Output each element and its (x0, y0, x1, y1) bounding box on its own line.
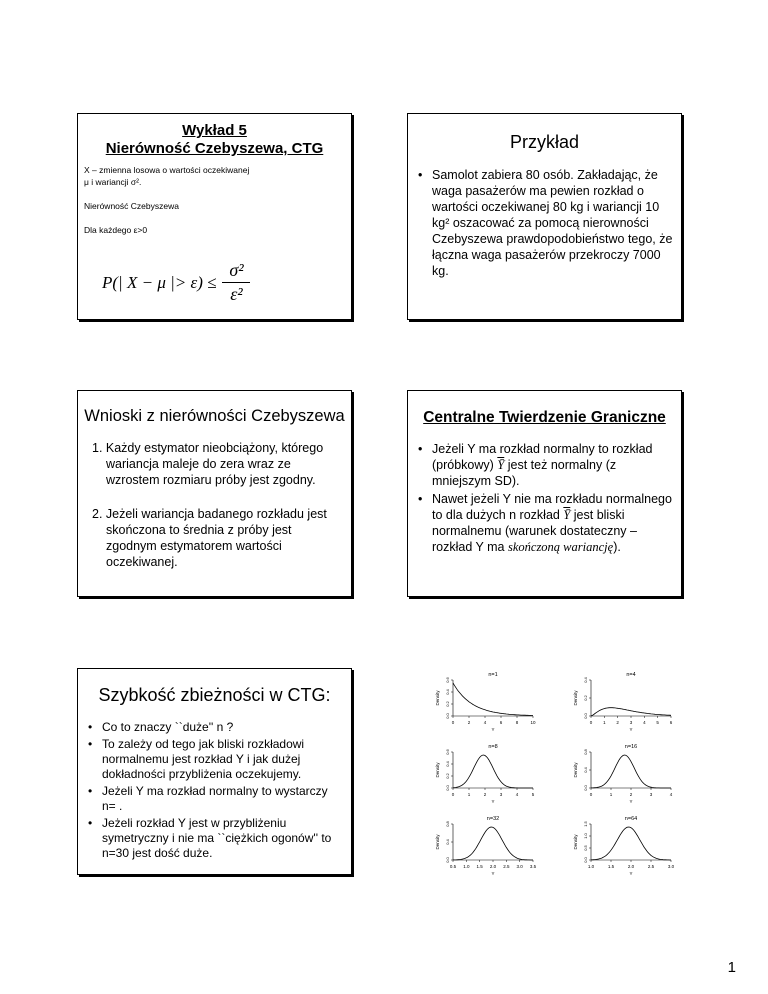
panel-title: n=8 (488, 744, 498, 750)
y-tick-label: 0.4 (583, 767, 588, 773)
y-tick-label: 1.0 (583, 833, 588, 839)
x-tick-label: 3 (499, 792, 503, 797)
x-tick-label: 2 (483, 792, 487, 797)
x-tick-label: 3 (649, 792, 653, 797)
panel-title: n=64 (624, 816, 638, 822)
slide-title: Wnioski z nierówności Czebyszewa (84, 407, 345, 425)
x-tick-label: 3.5 (529, 864, 537, 869)
x-tick-label: 0 (589, 792, 593, 797)
bullet-list (416, 167, 673, 279)
y-tick-label: 0.4 (445, 761, 450, 767)
density-curve (591, 755, 671, 788)
x-tick-label: 2.5 (647, 864, 655, 869)
y-axis-label: Density (573, 834, 578, 850)
text-span: ). (613, 540, 621, 554)
slide-title (78, 122, 351, 158)
x-tick-label: 5 (531, 792, 535, 797)
chebyshev-formula (102, 260, 250, 305)
density-curve (591, 708, 671, 716)
list-item: 1. Każdy estymator nieobciążony, którego wariancja maleje do zera wraz ze wzrostem rozmiaru próby jest zgodny. (92, 441, 324, 487)
y-tick-label: 0.4 (583, 677, 588, 683)
formula-numerator: σ² (229, 260, 244, 280)
list-item: • To zależy od tego jak bliski rozkładowi normalnemu jest rozkład Y i jak dużej dokładności przybliżenia oczekujemy. (86, 737, 343, 782)
y-tick-label: 0.2 (583, 695, 588, 701)
formula-lhs: P(| X − μ |> ε) ≤ (102, 272, 217, 292)
formula-fraction (222, 260, 250, 305)
x-tick-label: 6 (499, 720, 503, 725)
list-item: 2. Jeżeli wariancja badanego rozkładu jest skończona to średnia z próby jest zgodnym estymatorem wartości oczekiwanej. (92, 507, 327, 569)
y-axis-label: Density (573, 690, 578, 706)
chebyshev-subhead: Nierówność Czebyszewa (84, 201, 179, 211)
x-tick-label: 1 (467, 792, 471, 797)
slide-title: Centralne Twierdzenie Graniczne (423, 409, 666, 426)
x-tick-label: 2.0 (627, 864, 635, 869)
x-tick-label: 0 (589, 720, 593, 725)
x-tick-label: 4 (515, 792, 519, 797)
bullet-list (86, 720, 343, 861)
list-item: • Co to znaczy ``duże'' n ? (86, 720, 343, 735)
definition-text (84, 164, 351, 236)
y-tick-label: 0.6 (445, 749, 450, 755)
mean-symbol: $\overline{Ȳ}$ (563, 508, 571, 522)
y-axis-label: Density (435, 762, 440, 778)
y-tick-label: 0.0 (583, 857, 588, 863)
x-tick-label: 1.5 (607, 864, 615, 869)
y-tick-label: 0.2 (445, 773, 450, 779)
x-axis-label: Y (491, 799, 495, 804)
x-tick-label: 3.0 (516, 864, 523, 869)
y-tick-label: 0.8 (445, 821, 450, 827)
y-tick-label: 0.0 (445, 857, 450, 863)
panel-title: n=1 (488, 672, 498, 678)
y-tick-label: 0.0 (583, 785, 588, 791)
x-tick-label: 0 (451, 720, 455, 725)
y-tick-label: 0.8 (583, 749, 588, 755)
x-tick-label: 3 (629, 720, 633, 725)
fraction-bar (222, 282, 250, 283)
density-plots-figure (407, 668, 682, 875)
condition-text: Dla każdego ε>0 (84, 225, 148, 235)
page-number: 1 (727, 959, 736, 976)
slide-ctg (407, 390, 682, 597)
slide-wyklad (77, 113, 352, 320)
definition-line-1: X – zmienna losowa o wartości oczekiwanej (84, 165, 250, 175)
y-tick-label: 0.0 (445, 785, 450, 791)
slide-density-plots (407, 668, 682, 875)
list-item: • Jeżeli rozkład Y jest w przybliżeniu symetryczny i nie ma ``ciężkich ogonów'' to n=30 jest dość duże. (86, 816, 343, 861)
mean-symbol: $\overline{Ȳ}$ (497, 458, 505, 472)
slide-title: Przykład (509, 132, 580, 152)
title-line-1: Wykład 5 (182, 122, 247, 139)
x-tick-label: 6 (669, 720, 673, 725)
x-tick-label: 1.0 (587, 864, 595, 869)
x-tick-label: 8 (515, 720, 519, 725)
text-span: jest bliski normalnemu (warunek dostateczny – rozkład Y ma (432, 508, 637, 554)
x-axis-label: Y (491, 727, 495, 732)
formula-denominator: ε² (230, 284, 243, 304)
x-tick-label: 4 (643, 720, 646, 725)
panel-title: n=4 (626, 672, 636, 678)
definition-line-2: μ i wariancji σ². (84, 177, 142, 187)
y-axis-label: Density (435, 690, 440, 706)
y-tick-label: 0.4 (445, 689, 450, 695)
y-tick-label: 0.0 (445, 713, 450, 719)
x-tick-label: 1.0 (463, 864, 470, 869)
density-curve (453, 755, 533, 788)
x-tick-label: 1 (609, 792, 613, 797)
density-curve (591, 827, 671, 860)
x-tick-label: 2.5 (503, 864, 510, 869)
italic-phrase: skończoną wariancję (507, 540, 614, 554)
y-axis-label: Density (573, 762, 578, 778)
x-tick-label: 3.0 (667, 864, 675, 869)
list-item: • Jeżeli Y ma rozkład normalny to wystarczy n= . (86, 784, 343, 814)
text-span: Jeżeli Y ma rozkład normalny to rozkład (próbkowy) (432, 442, 653, 472)
y-tick-label: 0.0 (583, 713, 588, 719)
panel-title: n=16 (624, 744, 638, 750)
slide-title: Szybkość zbieżności w CTG: (98, 685, 331, 705)
slide-szybkosc (77, 668, 352, 875)
text-span: Nawet jeżeli Y nie ma rozkładu normalnego to dla dużych n rozkład (432, 492, 672, 522)
x-tick-label: 10 (530, 720, 536, 725)
density-curve (453, 683, 533, 716)
x-tick-label: 5 (656, 720, 659, 725)
list-item: • Samolot zabiera 80 osób. Zakładając, że waga pasażerów ma pewien rozkład o wartości oczekiwanej 80 kg i wariancji 10 kg² oszacować za pomocą nierowności Czebyszewa prawdopodobieństwo tego, że łączna waga pasażerów przekroczy 7000 kg. (416, 167, 673, 279)
y-tick-label: 0.5 (583, 845, 588, 851)
y-axis-label: Density (435, 834, 440, 850)
y-tick-label: 0.6 (445, 677, 450, 683)
x-tick-label: 0.5 (449, 864, 457, 869)
x-axis-label: Y (629, 871, 633, 875)
y-tick-label: 0.4 (445, 839, 450, 845)
slide-wnioski (77, 390, 352, 597)
list-item (416, 441, 673, 489)
x-tick-label: 2 (467, 720, 471, 725)
x-axis-label: Y (629, 799, 633, 804)
list-item (416, 491, 673, 555)
x-tick-label: 0 (451, 792, 455, 797)
x-tick-label: 2 (629, 792, 633, 797)
y-tick-label: 0.2 (445, 701, 450, 707)
density-curve (453, 827, 533, 860)
x-tick-label: 1 (603, 720, 606, 725)
x-tick-label: 2 (616, 720, 619, 725)
x-tick-label: 2.0 (489, 864, 497, 869)
x-tick-label: 4 (669, 792, 673, 797)
slide-przyklad (407, 113, 682, 320)
bullet-list (416, 441, 673, 555)
panel-title: n=32 (486, 816, 500, 822)
y-tick-label: 1.5 (583, 821, 588, 827)
x-axis-label: Y (491, 871, 495, 875)
conclusions-list (90, 440, 341, 570)
title-line-2: Nierówność Czebyszewa, CTG (105, 140, 324, 157)
text-span: jest też normalny (z mniejszym SD). (432, 458, 617, 488)
x-tick-label: 1.5 (476, 864, 483, 869)
x-tick-label: 4 (483, 720, 487, 725)
x-axis-label: Y (629, 727, 633, 732)
